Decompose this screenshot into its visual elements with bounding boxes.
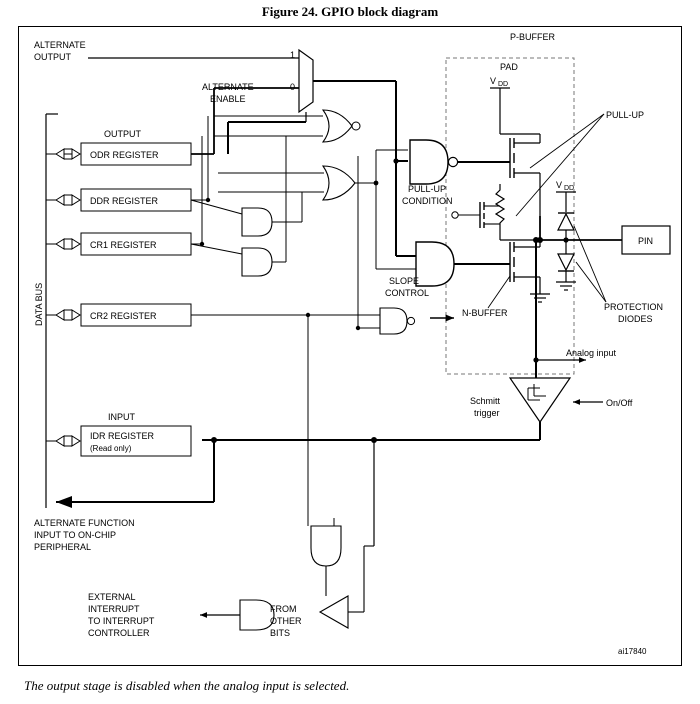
protection-leader-2 [576,262,606,302]
gate-or-top [323,110,352,142]
junction-analog [533,357,538,362]
vdd-top-label: V [490,76,497,86]
external-interrupt-1: EXTERNAL [88,592,136,602]
bus-arrow-cr2 [46,310,80,320]
analog-input-label: Analog input [566,348,617,358]
idr-readonly-label: (Read only) [90,444,132,453]
odr-register-label: ODR REGISTER [90,150,159,160]
schmitt-label-2: trigger [474,408,500,418]
output-mux [299,50,313,112]
and-ddr-in1 [191,200,242,214]
gate-nand-p-bubble [448,157,457,166]
alt-function-1: ALTERNATE FUNCTION [34,518,135,528]
protection-diode-upper [558,213,574,240]
protection-diode-lower [556,240,576,290]
gate-and-slope [380,308,407,334]
schmitt-label-1: Schmitt [470,396,501,406]
bus-arrow-ddr [46,195,80,205]
gate-and-interrupt [240,600,274,630]
gate-nand-p [410,140,448,184]
buffer-dashed-box [446,58,574,374]
from-other-bits-3: BITS [270,628,291,638]
alternate-output-label-2: OUTPUT [34,52,71,62]
pull-up-condition-2: CONDITION [402,196,453,206]
gate-and-cr1 [242,248,272,276]
pull-up-leader-2 [516,114,604,216]
external-interrupt-3: TO INTERRUPT [88,616,155,626]
nmos-transistor [510,240,550,302]
alt-function-2: INPUT TO ON-CHIP [34,530,117,540]
idr-register-label: IDR REGISTER [90,431,155,441]
junction-input-tap [533,237,539,243]
pull-up-condition-1: PULL-UP [408,184,447,194]
slope-control-2: CONTROL [385,288,430,298]
junction-ddr [206,198,210,202]
n-buffer-label: N-BUFFER [462,308,508,318]
pin-label: PIN [638,236,654,246]
bus-arrow-cr1 [46,239,80,249]
mux-label-1: 1 [290,50,296,60]
gate-and-n [416,242,454,286]
on-off-label: On/Off [606,398,633,408]
from-other-bits-2: OTHER [270,616,302,626]
gpio-block-diagram [18,26,682,666]
pull-up-label: PULL-UP [606,110,645,120]
protection-diodes-2: DIODES [618,314,653,324]
from-other-bits-1: FROM [270,604,297,614]
protection-leader-1 [574,226,606,302]
gate-or-mid [323,166,355,200]
cr2-register-label: CR2 REGISTER [90,311,157,321]
p-buffer-label: P-BUFFER [510,32,555,42]
mux-label-0: 0 [290,82,296,92]
external-interrupt-4: CONTROLLER [88,628,150,638]
gate-and-slope-bubble [407,317,414,324]
bus-arrow-odr [46,149,80,159]
cr1-register-label: CR1 REGISTER [90,240,157,250]
vdd-top-sub: DD [498,81,509,88]
figure-caption: The output stage is disabled when the analog input is selected. [24,678,350,693]
gate-and-ddr-cr1 [242,208,272,236]
alternate-enable-label-1: ALTERNATE [202,82,254,92]
junction-slope-in [356,326,360,330]
external-interrupt-2: INTERRUPT [88,604,140,614]
junction-cr1 [200,242,204,246]
gate-or-top-bubble [352,122,360,130]
junction-mux-out [393,158,398,163]
pull-up-leader-1 [530,114,604,168]
vdd-right-sub: DD [564,185,575,192]
ddr-register-label: DDR REGISTER [90,196,159,206]
and-cr1-in1 [191,244,242,254]
data-bus-label: DATA BUS [34,282,44,326]
slope-control-1: SLOPE [389,276,420,286]
junction-alt-fn [211,437,217,443]
n-buffer-leader [488,276,510,308]
buffer-triangle [320,596,348,628]
input-group-label: INPUT [108,412,135,422]
gate-and-edge [311,526,341,566]
bus-arrow-idr [46,436,80,446]
vdd-right-label: V [556,180,563,190]
protection-diodes-1: PROTECTION [604,302,664,312]
pull-up-pmos [452,202,500,228]
pad-label: PAD [500,62,518,72]
alternate-output-label-1: ALTERNATE [34,40,86,50]
alternate-enable-label-2: ENABLE [210,94,246,104]
junction-cr2 [306,313,310,317]
output-group-label: OUTPUT [104,129,141,139]
figure-id-code: ai17840 [618,647,647,656]
figure-title: Figure 24. GPIO block diagram [261,4,439,19]
pmos-transistor [500,134,540,216]
alt-function-3: PERIPHERAL [34,542,92,552]
